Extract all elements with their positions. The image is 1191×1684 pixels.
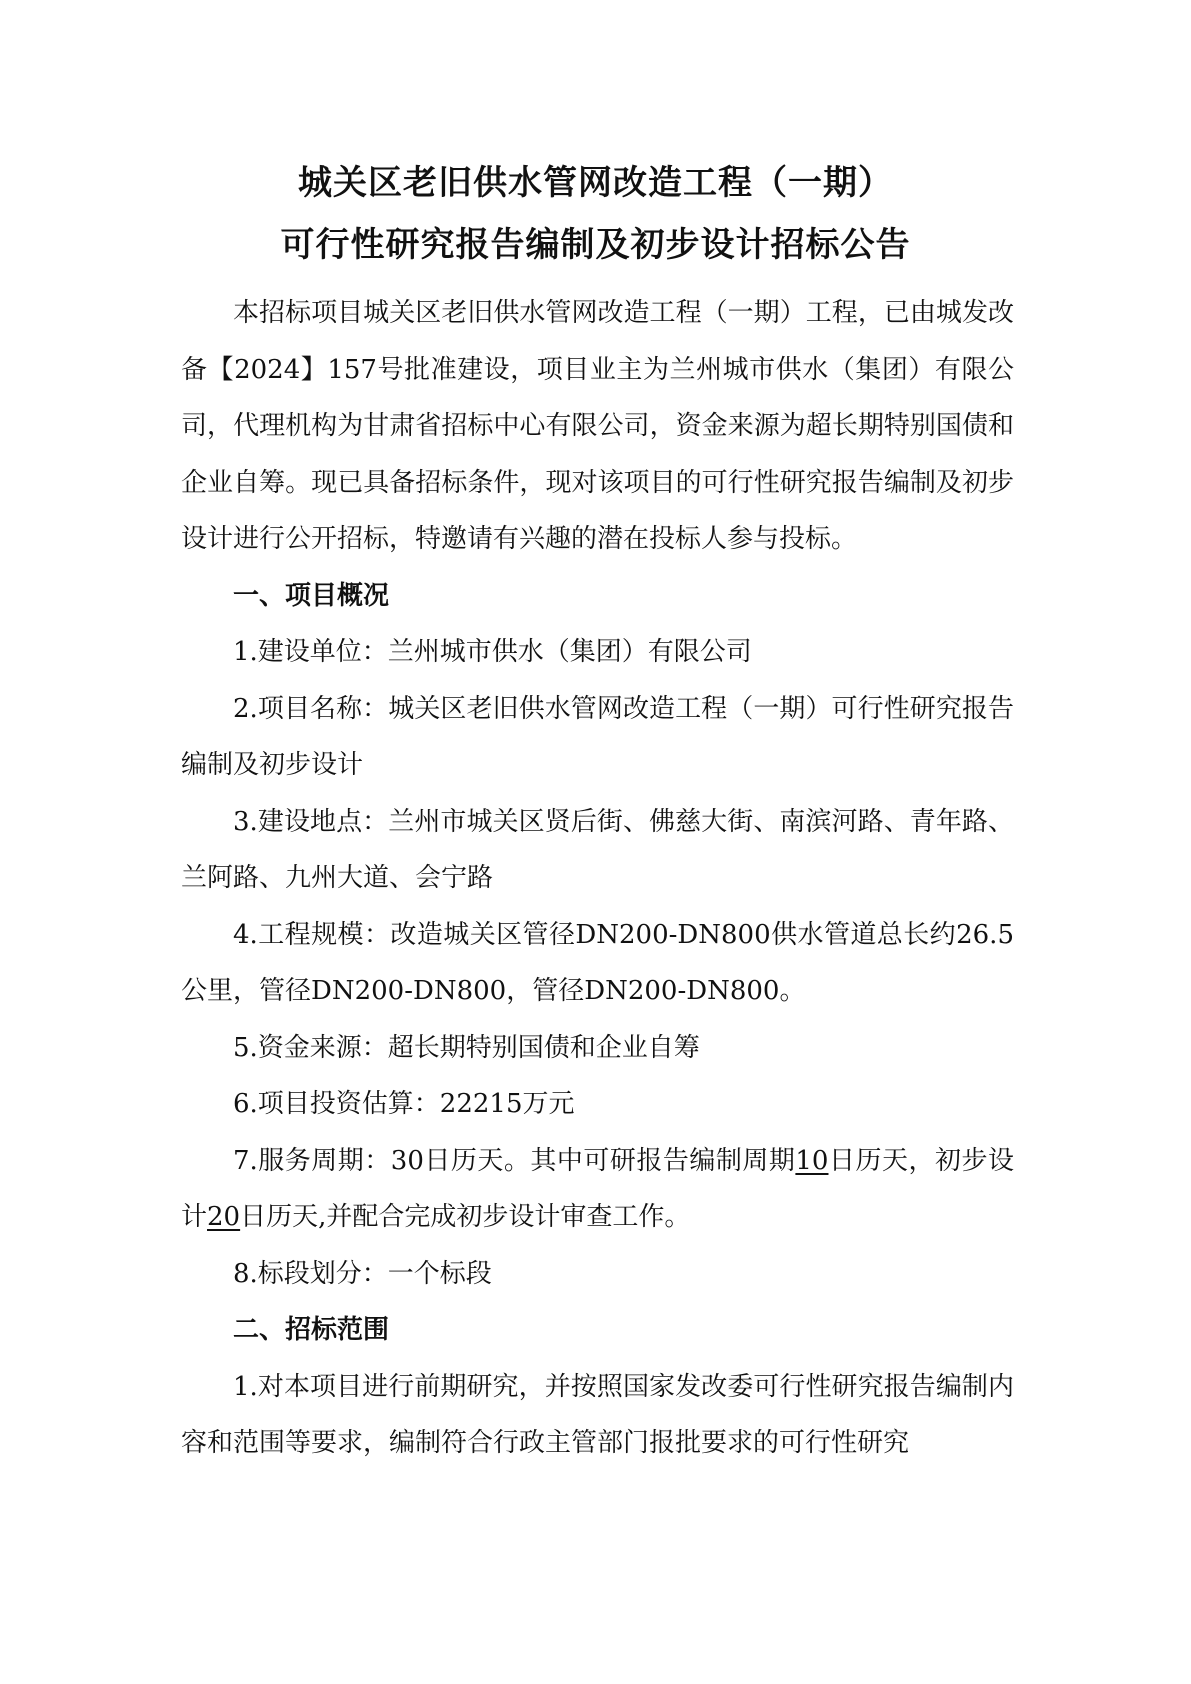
overview-item-2: 2.项目名称：城关区老旧供水管网改造工程（一期）可行性研究报告编制及初步设计 <box>181 693 1014 780</box>
title-line-1: 城关区老旧供水管网改造工程（一期） <box>298 163 893 203</box>
section-heading-overview: 一、项目概况 <box>233 580 390 611</box>
item7-text-1: 7.服务周期：30日历天。其中可研报告编制周期 <box>233 1145 796 1176</box>
item7-text-2: 日历天，初步设计 <box>181 1145 1014 1232</box>
document-body <box>181 285 1014 1472</box>
design-days-value: 20 <box>207 1202 241 1232</box>
overview-item-4: 4.工程规模：改造城关区管径DN200-DN800供水管道总长约26.5公里，管径DN200-DN800，管径DN200-DN800。 <box>181 919 1014 1006</box>
feasibility-days-value: 10 <box>795 1145 829 1176</box>
scope-item-1: 1.对本项目进行前期研究，并按照国家发改委可行性研究报告编制内容和范围等要求，编制符合行政主管部门报批要求的可行性研究 <box>181 1371 1014 1458</box>
title-line-2: 可行性研究报告编制及初步设计招标公告 <box>280 225 911 265</box>
overview-item-3: 3.建设地点：兰州市城关区贤后街、佛慈大街、南滨河路、青年路、兰阿路、九州大道、会宁路 <box>181 806 1014 893</box>
section-heading-scope: 二、招标范围 <box>233 1315 390 1345</box>
item7-text-3: 日历天,并配合完成初步设计审查工作。 <box>240 1202 691 1232</box>
overview-item-8: 8.标段划分：一个标段 <box>233 1258 492 1289</box>
overview-item-6: 6.项目投资估算：22215万元 <box>233 1089 575 1119</box>
overview-item-1: 1.建设单位：兰州城市供水（集团）有限公司 <box>233 637 752 667</box>
overview-item-7 <box>181 1133 1014 1246</box>
overview-item-5: 5.资金来源：超长期特别国债和企业自筹 <box>233 1032 700 1063</box>
intro-paragraph: 本招标项目城关区老旧供水管网改造工程（一期）工程，已由城发改备【2024】157号批准建设，项目业主为兰州城市供水（集团）有限公司，代理机构为甘肃省招标中心有限公司，资金来源为超长期特别国债和企业自筹。现已具备招标条件，现对该项目的可行性研究报告编制及初步设计进行公开招标，特邀请有兴趣的潜在投标人参与投标。 <box>181 298 1014 554</box>
